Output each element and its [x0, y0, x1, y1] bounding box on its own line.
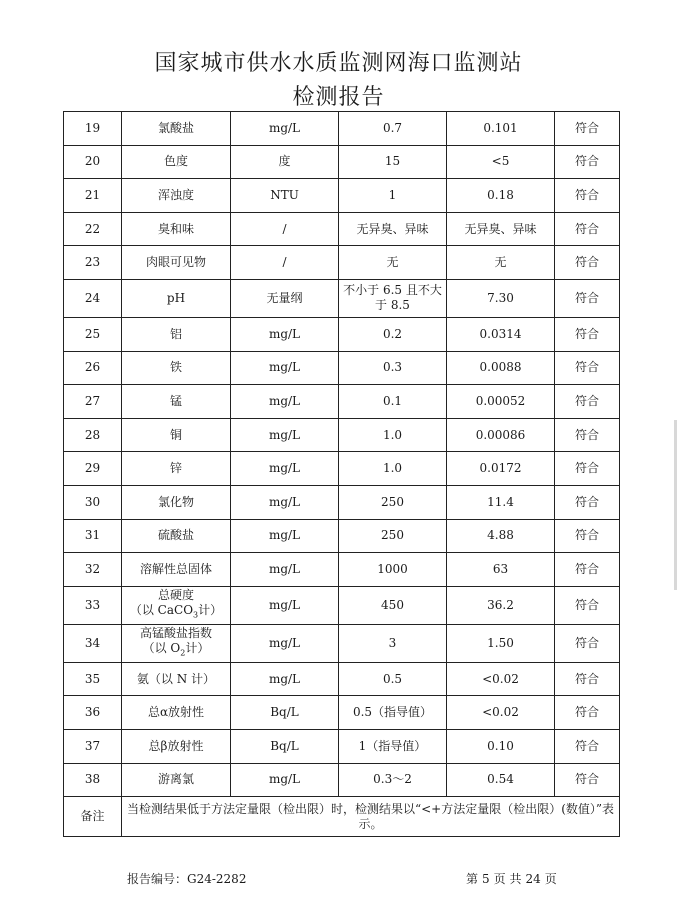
row-number: 24	[64, 279, 122, 317]
result-value: 1.50	[447, 624, 555, 662]
limit-value: 0.5	[339, 662, 447, 696]
limit-value: 0.5（指导值）	[339, 696, 447, 730]
item-name: 氨（以 N 计）	[122, 662, 231, 696]
note-label: 备注	[64, 797, 122, 837]
judgement: 符合	[555, 246, 620, 280]
judgement: 符合	[555, 729, 620, 763]
result-value: 4.88	[447, 519, 555, 553]
limit-value: 0.3～2	[339, 763, 447, 797]
unit: mg/L	[231, 385, 339, 419]
item-name: 锰	[122, 385, 231, 419]
item-name-line2-post: 计）	[185, 641, 210, 656]
item-name-line2-post: 计）	[198, 603, 223, 618]
judgement: 符合	[555, 553, 620, 587]
unit: 度	[231, 145, 339, 179]
row-number: 26	[64, 351, 122, 385]
page-label-pre: 第	[466, 872, 479, 886]
item-name-line1: 总硬度	[157, 588, 194, 603]
report-title-line2: 检测报告	[292, 85, 385, 110]
limit-value: 不小于 6.5 且不大于 8.5	[339, 279, 447, 317]
item-name: 氯化物	[122, 485, 231, 519]
item-name: pH	[122, 279, 231, 317]
results-table	[63, 111, 620, 837]
limit-value: 15	[339, 145, 447, 179]
limit-value: 无异臭、异味	[339, 212, 447, 246]
table-row	[64, 279, 620, 317]
unit: mg/L	[231, 763, 339, 797]
unit: mg/L	[231, 317, 339, 351]
judgement: 符合	[555, 586, 620, 624]
result-value: 0.18	[447, 179, 555, 213]
item-name: 铁	[122, 351, 231, 385]
table-row	[64, 418, 620, 452]
result-value: 0.0314	[447, 317, 555, 351]
judgement: 符合	[555, 662, 620, 696]
row-number: 31	[64, 519, 122, 553]
item-name: 肉眼可见物	[122, 246, 231, 280]
item-name: 锌	[122, 452, 231, 486]
row-number: 19	[64, 112, 122, 146]
report-number: 报告编号：G24-2282	[127, 872, 247, 886]
judgement: 符合	[555, 317, 620, 351]
item-name: 铝	[122, 317, 231, 351]
limit-value: 0.7	[339, 112, 447, 146]
result-value: 无	[447, 246, 555, 280]
row-number: 21	[64, 179, 122, 213]
unit: mg/L	[231, 351, 339, 385]
limit-value: 1.0	[339, 452, 447, 486]
result-value: 0.10	[447, 729, 555, 763]
judgement: 符合	[555, 452, 620, 486]
unit: /	[231, 246, 339, 280]
judgement: 符合	[555, 112, 620, 146]
row-number: 30	[64, 485, 122, 519]
row-number: 28	[64, 418, 122, 452]
limit-value: 无	[339, 246, 447, 280]
table-row	[64, 553, 620, 587]
unit: mg/L	[231, 586, 339, 624]
row-number: 33	[64, 586, 122, 624]
result-value: 0.00052	[447, 385, 555, 419]
item-name: 溶解性总固体	[122, 553, 231, 587]
table-row	[64, 212, 620, 246]
row-number: 23	[64, 246, 122, 280]
item-name: 氯酸盐	[122, 112, 231, 146]
row-number: 35	[64, 662, 122, 696]
table-row	[64, 696, 620, 730]
unit: mg/L	[231, 112, 339, 146]
item-name-line2-pre: （以 CaCO	[129, 603, 194, 618]
table-row	[64, 485, 620, 519]
result-value: 11.4	[447, 485, 555, 519]
judgement: 符合	[555, 279, 620, 317]
limit-value: 0.1	[339, 385, 447, 419]
row-number: 32	[64, 553, 122, 587]
limit-value: 0.3	[339, 351, 447, 385]
table-row	[64, 351, 620, 385]
unit: mg/L	[231, 519, 339, 553]
note-text: 当检测结果低于方法定量限（检出限）时，检测结果以“<+方法定量限（检出限）(数值）”表示。	[122, 797, 620, 837]
table-row	[64, 179, 620, 213]
judgement: 符合	[555, 418, 620, 452]
item-name-subscript: 2	[180, 648, 186, 658]
result-value: 0.00086	[447, 418, 555, 452]
item-name: 总β放射性	[122, 729, 231, 763]
judgement: 符合	[555, 351, 620, 385]
judgement: 符合	[555, 145, 620, 179]
item-name	[122, 586, 231, 624]
page-label-mid: 页 共	[493, 872, 522, 886]
item-name: 铜	[122, 418, 231, 452]
judgement: 符合	[555, 624, 620, 662]
judgement: 符合	[555, 485, 620, 519]
limit-value: 450	[339, 586, 447, 624]
item-name-line1: 高锰酸盐指数	[139, 626, 212, 641]
result-value: 0.0088	[447, 351, 555, 385]
limit-value: 1.0	[339, 418, 447, 452]
unit: mg/L	[231, 452, 339, 486]
result-value: 7.30	[447, 279, 555, 317]
page-label-post: 页	[544, 872, 557, 886]
table-row	[64, 586, 620, 624]
page-total: 24	[525, 872, 541, 886]
table-row	[64, 112, 620, 146]
result-value: 63	[447, 553, 555, 587]
limit-value: 250	[339, 519, 447, 553]
result-value: <0.02	[447, 696, 555, 730]
page-number: 5	[482, 872, 490, 886]
judgement: 符合	[555, 179, 620, 213]
judgement: 符合	[555, 696, 620, 730]
row-number: 38	[64, 763, 122, 797]
result-value: 0.101	[447, 112, 555, 146]
unit: mg/L	[231, 485, 339, 519]
unit: mg/L	[231, 553, 339, 587]
result-value: 0.0172	[447, 452, 555, 486]
row-number: 22	[64, 212, 122, 246]
table-row	[64, 452, 620, 486]
item-name: 硫酸盐	[122, 519, 231, 553]
report-title-line1: 国家城市供水水质监测网海口监测站	[154, 51, 523, 76]
page-indicator	[466, 870, 561, 887]
unit: /	[231, 212, 339, 246]
item-name: 臭和味	[122, 212, 231, 246]
unit: Bq/L	[231, 729, 339, 763]
item-name-line2-pre: （以 O	[142, 641, 181, 656]
table-row	[64, 246, 620, 280]
limit-value: 1000	[339, 553, 447, 587]
row-number: 27	[64, 385, 122, 419]
row-number: 25	[64, 317, 122, 351]
item-name: 总α放射性	[122, 696, 231, 730]
unit: mg/L	[231, 662, 339, 696]
table-row	[64, 519, 620, 553]
limit-value: 250	[339, 485, 447, 519]
judgement: 符合	[555, 212, 620, 246]
judgement: 符合	[555, 763, 620, 797]
result-value: 36.2	[447, 586, 555, 624]
table-row	[64, 385, 620, 419]
table-row	[64, 317, 620, 351]
result-value: 无异臭、异味	[447, 212, 555, 246]
table-row	[64, 662, 620, 696]
item-name: 色度	[122, 145, 231, 179]
table-row	[64, 763, 620, 797]
judgement: 符合	[555, 519, 620, 553]
item-name	[122, 624, 231, 662]
limit-value: 0.2	[339, 317, 447, 351]
unit: Bq/L	[231, 696, 339, 730]
unit: NTU	[231, 179, 339, 213]
limit-value: 1	[339, 179, 447, 213]
result-value: <5	[447, 145, 555, 179]
row-number: 20	[64, 145, 122, 179]
row-number: 34	[64, 624, 122, 662]
limit-value: 1（指导值）	[339, 729, 447, 763]
row-number: 29	[64, 452, 122, 486]
limit-value: 3	[339, 624, 447, 662]
table-row	[64, 624, 620, 662]
table-row	[64, 145, 620, 179]
result-value: 0.54	[447, 763, 555, 797]
unit: mg/L	[231, 624, 339, 662]
item-name: 游离氯	[122, 763, 231, 797]
item-name: 浑浊度	[122, 179, 231, 213]
result-value: <0.02	[447, 662, 555, 696]
note-row	[64, 797, 620, 837]
row-number: 37	[64, 729, 122, 763]
unit: mg/L	[231, 418, 339, 452]
item-name-subscript: 3	[193, 610, 199, 620]
row-number: 36	[64, 696, 122, 730]
judgement: 符合	[555, 385, 620, 419]
table-row	[64, 729, 620, 763]
unit: 无量纲	[231, 279, 339, 317]
